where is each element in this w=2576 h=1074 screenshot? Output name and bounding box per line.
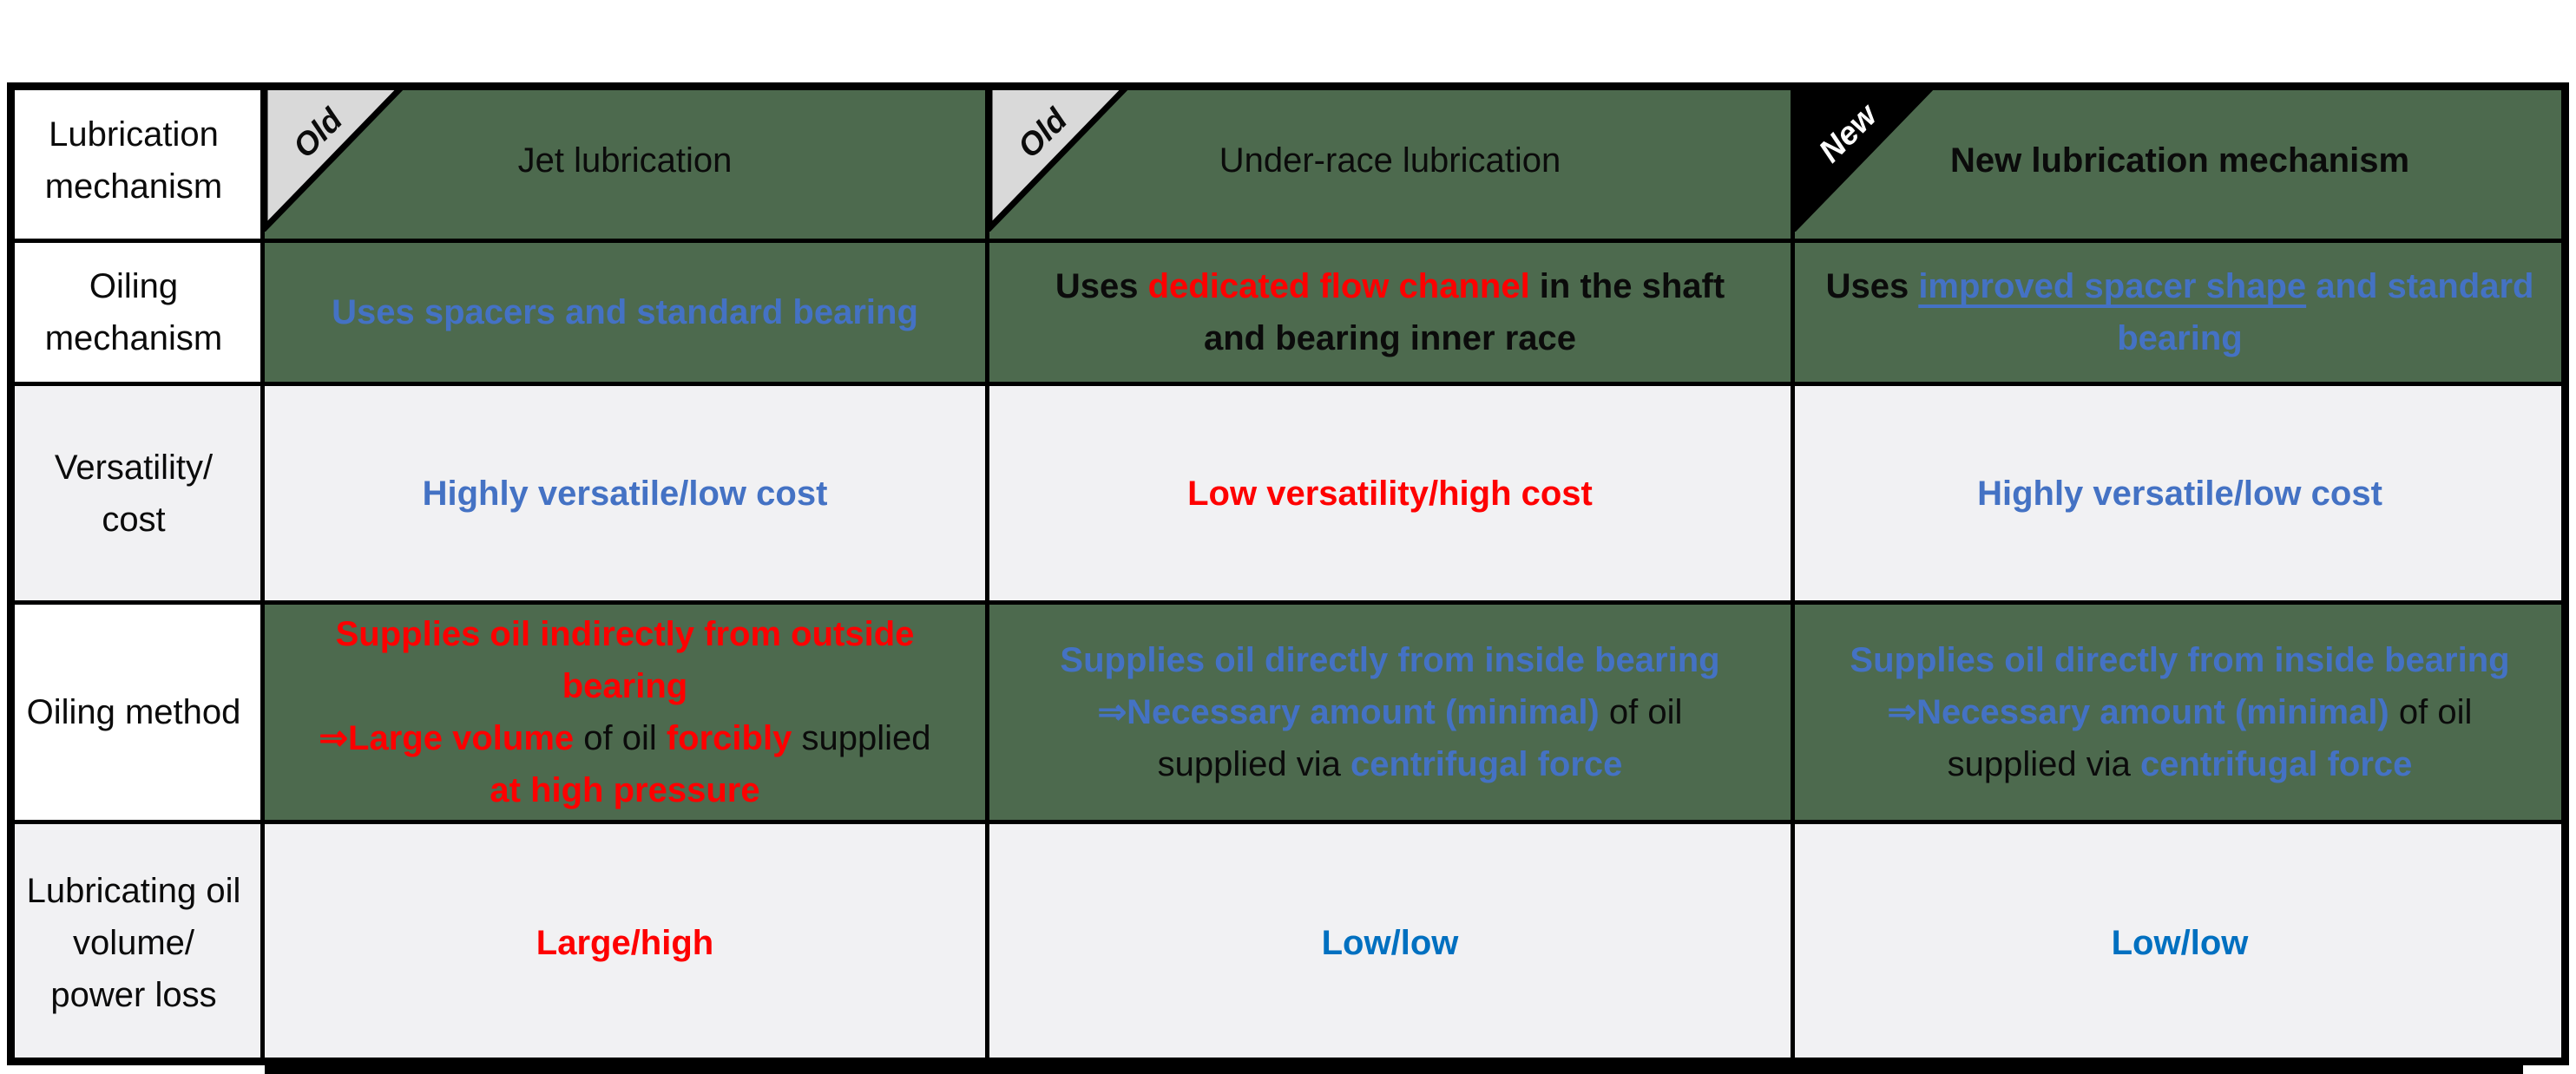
cell-text: Uses dedicated flow channel in the shaft and bearing inner race	[1055, 267, 1725, 357]
cell-oiling-method-new	[1795, 605, 2569, 824]
header-title: Under-race lubrication	[1219, 141, 1561, 180]
cell-oil-volume-under-race	[989, 824, 1795, 1065]
header-cell-new-lubrication-mechanism	[1795, 82, 2569, 243]
cell-versatility-jet	[265, 386, 989, 605]
header-cell-jet-lubrication	[265, 82, 989, 243]
cell-oiling-mechanism-new	[1795, 243, 2569, 386]
old-badge-label: Old	[1010, 102, 1074, 165]
cell-text: Supplies oil indirectly from outside bearing ⇒Large volume of oil forcibly supplied at high pressure	[319, 615, 931, 809]
cell-text: Supplies oil directly from inside bearing ⇒Necessary amount (minimal) of oil supplied via centrifugal force	[1060, 641, 1720, 783]
new-badge-label: New	[1811, 97, 1884, 169]
header-corner-label: Lubrication mechanism	[44, 115, 223, 206]
row-label: Lubricating oil volume/ power loss	[26, 871, 241, 1014]
header-title: New lubrication mechanism	[1949, 141, 2410, 180]
cell-oil-volume-jet	[265, 824, 989, 1065]
lubrication-comparison-table	[7, 82, 2569, 1065]
header-cell-under-race-lubrication	[989, 82, 1795, 243]
cell-text: Highly versatile/low cost	[1977, 474, 2382, 513]
cell-text: Low/low	[2111, 923, 2249, 962]
cell-text: Uses improved spacer shape and standard bearing	[1825, 267, 2534, 357]
cell-text: Low/low	[1321, 923, 1459, 962]
header-title: Jet lubrication	[517, 141, 733, 180]
row-label-versatility-cost	[7, 386, 265, 605]
cell-text: Low versatility/high cost	[1187, 474, 1593, 513]
row-label-oil-volume-power-loss	[7, 824, 265, 1065]
cell-oiling-method-jet	[265, 605, 989, 824]
row-label: Oiling mechanism	[44, 267, 223, 357]
row-label: Oiling method	[26, 693, 241, 731]
cell-oiling-mechanism-under-race	[989, 243, 1795, 386]
row-label-oiling-mechanism	[7, 243, 265, 386]
row-label-oiling-method	[7, 605, 265, 824]
row-label: Versatility/ cost	[54, 448, 214, 539]
cell-versatility-under-race	[989, 386, 1795, 605]
cell-text: Large/high	[536, 923, 714, 962]
old-badge-ribbon	[989, 82, 1137, 232]
cell-text: Supplies oil directly from inside bearing ⇒Necessary amount (minimal) of oil supplied via centrifugal force	[1850, 641, 2510, 783]
bottom-divider-bar	[265, 1064, 2523, 1074]
old-badge-ribbon	[265, 82, 412, 232]
header-corner-cell	[7, 82, 265, 243]
cell-text: Highly versatile/low cost	[422, 474, 828, 513]
cell-oil-volume-new	[1795, 824, 2569, 1065]
cell-oiling-method-under-race	[989, 605, 1795, 824]
cell-versatility-new	[1795, 386, 2569, 605]
new-badge-ribbon	[1795, 82, 1942, 232]
cell-oiling-mechanism-jet	[265, 243, 989, 386]
old-badge-label: Old	[286, 102, 350, 165]
cell-text: Uses spacers and standard bearing	[332, 293, 918, 331]
